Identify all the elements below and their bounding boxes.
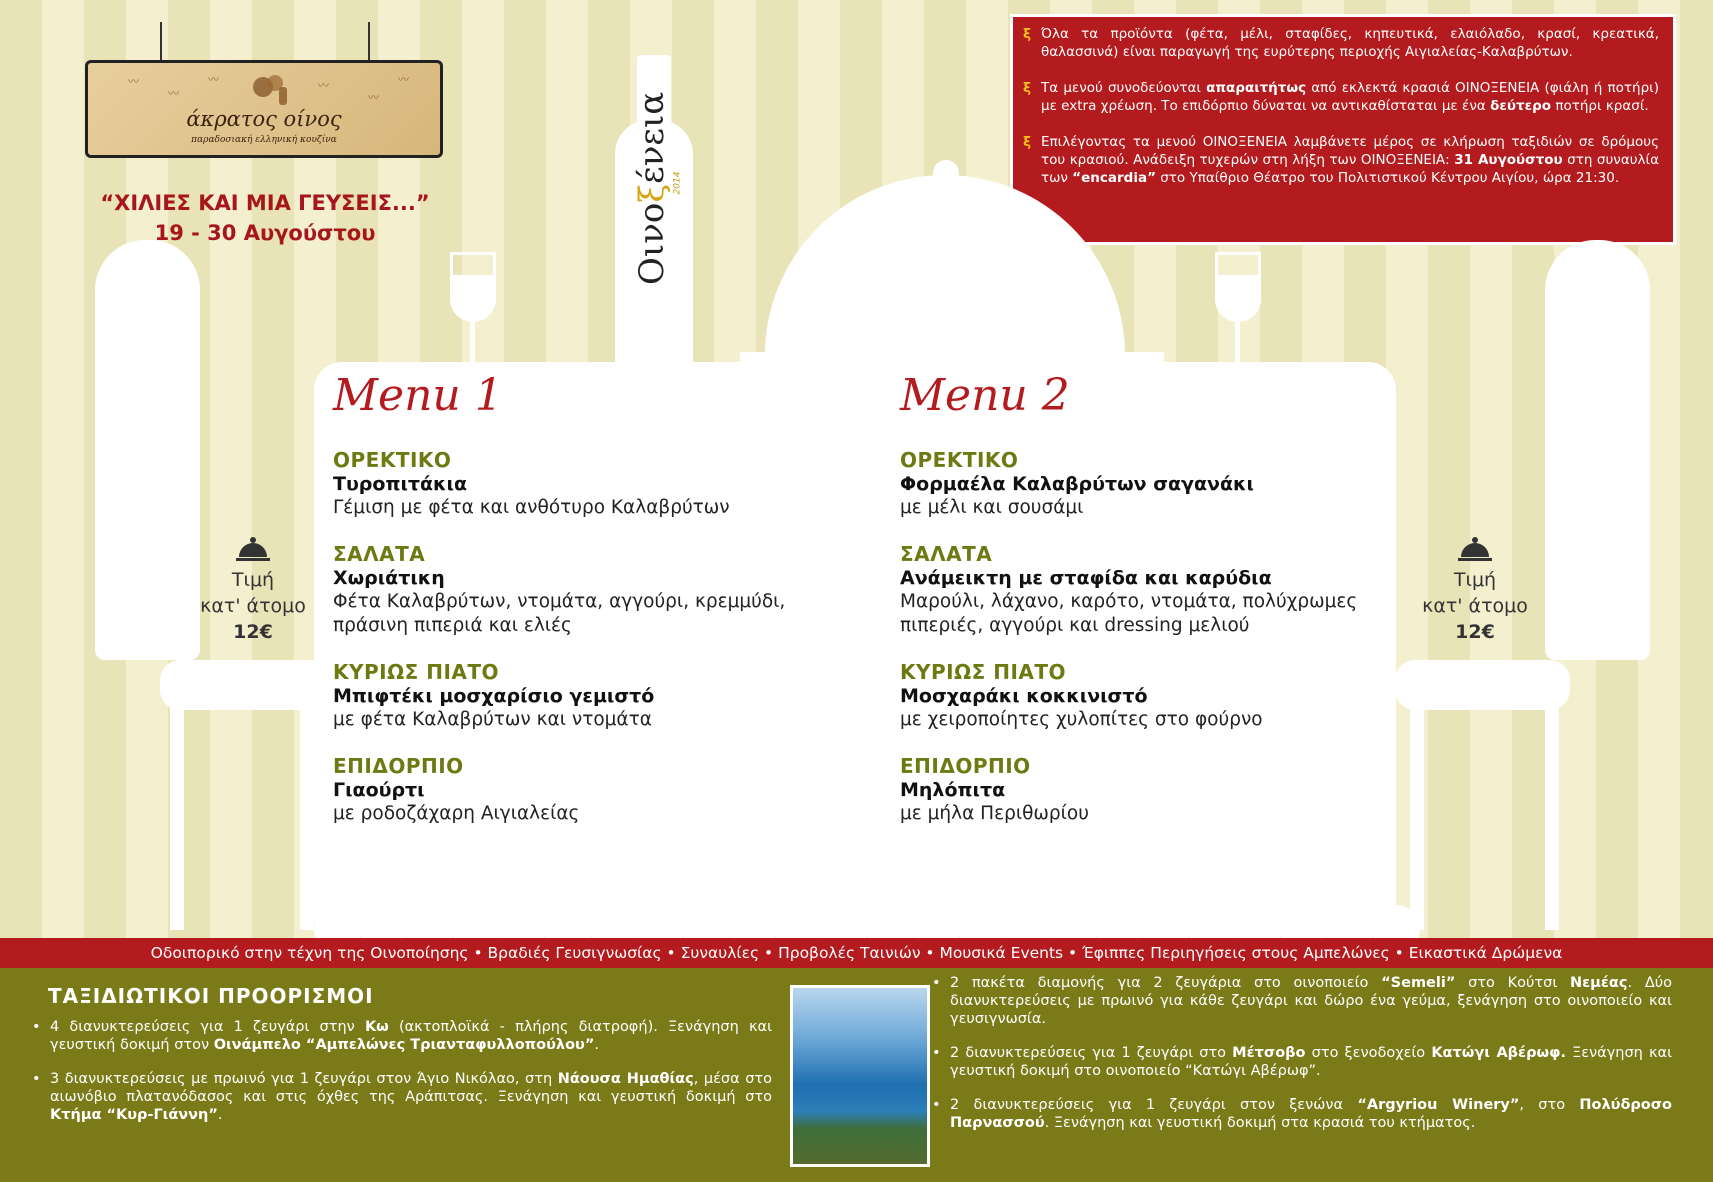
event-title-block xyxy=(60,188,470,248)
menu-section xyxy=(900,542,1370,638)
menu-dish: Μοσχαράκι κοκκινιστό xyxy=(900,685,1148,707)
menu-section xyxy=(900,448,1370,520)
destination-highlight: Οινάμπελο “Αμπελώνες Τριανταφυλλοπούλου” xyxy=(213,1037,595,1053)
menu-2 xyxy=(900,370,1370,848)
destination-text: . xyxy=(217,1107,223,1123)
menu-section xyxy=(333,660,833,732)
menu-category: ΕΠΙΔΟΡΠΙΟ xyxy=(900,754,1031,778)
menu-dish: Μπιφτέκι μοσχαρίσιο γεμιστό xyxy=(333,685,655,707)
chair-leg xyxy=(1410,700,1424,930)
price-left xyxy=(183,535,323,645)
restaurant-logo-sign xyxy=(85,60,443,158)
menu-category: ΟΡΕΚΤΙΚΟ xyxy=(900,448,1019,472)
sign-rope-right xyxy=(368,22,370,62)
destination-text: . Ξενάγηση και γευστική δοκιμή στα κρασιά του κτήματος. xyxy=(1044,1115,1476,1131)
destinations-list-right xyxy=(932,974,1672,1148)
destination-highlight: “Argyriou Winery” xyxy=(1357,1097,1520,1113)
wine-glass-fill xyxy=(1218,275,1258,320)
info-text: Όλα τα προϊόντα (φέτα, μέλι, σταφίδες, κηπευτικά, ελαιόλαδο, κρασί, κρεατικά, θαλασσινά) είναι παραγωγή της ευρύτερης περιοχής Αιγιαλείας-Καλαβρύτων. xyxy=(1041,26,1659,60)
menu-section xyxy=(333,754,833,826)
menu-description: Μαρούλι, λάχανο, καρότο, ντομάτα, πολύχρωμες πιπεριές, αγγούρι και dressing μελιού xyxy=(900,591,1358,636)
bird-icon: 〰 xyxy=(318,79,329,92)
info-paragraph-1 xyxy=(1023,25,1659,61)
info-bold: “encardia” xyxy=(1072,170,1156,186)
chair-leg xyxy=(300,700,314,930)
bird-icon: 〰 xyxy=(168,87,179,100)
menu-dish: Ανάμεικτη με σταφίδα και καρύδια xyxy=(900,567,1272,589)
price-label: Τιμή xyxy=(1453,569,1497,591)
menu-dish: Μηλόπιτα xyxy=(900,779,1006,801)
info-paragraph-3 xyxy=(1023,133,1659,187)
menu-1 xyxy=(333,370,833,848)
destination-item xyxy=(932,974,1672,1028)
glass-stem xyxy=(470,320,475,365)
bullet-icon: ξ xyxy=(1023,80,1031,96)
destination-text: στο ξενοδοχείο xyxy=(1305,1045,1432,1061)
menu-description: με χειροποίητες χυλοπίτες στο φούρνο xyxy=(900,709,1263,730)
info-text: από εκλεκτά κρασιά ΟΙΝΟΞΕΝΕΙΑ (φιάλη ή ποτήρι) με extra χρέωση. Το επιδόρπιο δύναται να αντικαθίσταται με ένα xyxy=(1041,80,1660,114)
info-text: στη συναυλία των xyxy=(1041,152,1659,186)
wine-glass-fill xyxy=(453,275,493,320)
menu-description: με ροδοζάχαρη Αιγιαλείας xyxy=(333,803,580,824)
info-text: ποτήρι κρασί. xyxy=(1551,98,1649,114)
destination-text: . xyxy=(594,1037,599,1053)
price-right xyxy=(1405,535,1545,645)
destination-item xyxy=(932,1096,1672,1132)
cloche-icon xyxy=(233,535,273,563)
price-label: κατ' άτομο xyxy=(1422,595,1528,617)
destination-text: 2 διανυκτερεύσεις για 1 ζευγάρι στο xyxy=(950,1045,1233,1061)
price-label: κατ' άτομο xyxy=(200,595,306,617)
event-title: “ΧΙΛΙΕΣ ΚΑΙ ΜΙΑ ΓΕΥΣΕΙΣ...” xyxy=(100,191,430,215)
destination-text: 3 διανυκτερεύσεις με πρωινό για 1 ζευγάρι στον Άγιο Νικόλαο, στη xyxy=(50,1071,558,1087)
info-bold: 31 Αυγούστου xyxy=(1454,152,1563,168)
destinations-list-left xyxy=(32,1018,772,1140)
destination-text: . Δύο διανυκτερεύσεις με πρωινό για κάθε ζευγάρι και δώρο ένα γεύμα, ξενάγηση στο οινοποιείο και γευσιγνωσία. xyxy=(950,975,1673,1027)
chair-leg xyxy=(170,700,184,930)
menu-category: ΕΠΙΔΟΡΠΙΟ xyxy=(333,754,464,778)
destination-text: , μέσα στο αιωνόβιο πλατανόδασος και στις όχθες της Αράπιτσας. Ξενάγηση και γευστική δοκιμή στο xyxy=(50,1071,772,1105)
menu-category: ΣΑΛΑΤΑ xyxy=(333,542,426,566)
destination-text: στο Κούτσι xyxy=(1455,975,1570,991)
menu-section xyxy=(333,542,833,638)
menu-dish: Φορμαέλα Καλαβρύτων σαγανάκι xyxy=(900,473,1254,495)
brand-text: ένεια xyxy=(632,91,672,184)
destination-text: 2 πακέτα διαμονής για 2 ζευγάρια στο οινοποιείο xyxy=(950,975,1382,991)
bottle-year: 2014 xyxy=(672,171,683,195)
info-bold: απαραιτήτως xyxy=(1206,80,1307,96)
menu-description: Φέτα Καλαβρύτων, ντομάτα, αγγούρι, κρεμμύδι, πράσινη πιπεριά και ελιές xyxy=(333,591,786,636)
logo-title: άκρατος οίνος xyxy=(186,107,342,131)
destination-text: 2 διανυκτερεύσεις για 1 ζευγάρι στον ξενώνα xyxy=(950,1097,1358,1113)
menu-category: ΚΥΡΙΩΣ ΠΙΑΤΟ xyxy=(333,660,500,684)
destinations-title: ΤΑΞΙΔΙΩΤΙΚΟΙ ΠΡΟΟΡΙΣΜΟΙ xyxy=(48,984,374,1008)
destination-highlight: Πολύδροσο Παρνασσού xyxy=(950,1097,1672,1131)
bird-icon: 〰 xyxy=(128,75,139,88)
glass-stem xyxy=(1235,320,1240,365)
menu-description: με μήλα Περιθωρίου xyxy=(900,803,1089,824)
activities-strip: Οδοιπορικό στην τέχνη της Οινοποίησης • Βραδιές Γευσιγνωσίας • Συναυλίες • Προβολές Ταινιών • Μουσικά Events • Έφιππες Περιηγήσεις στους Αμπελώνες • Εικαστικά Δρώμενα xyxy=(0,938,1713,968)
bird-icon: 〰 xyxy=(208,73,219,86)
destination-highlight: Νεμέας xyxy=(1569,975,1628,991)
menu-description: με φέτα Καλαβρύτων και ντομάτα xyxy=(333,709,652,730)
menu-section xyxy=(900,660,1370,732)
menu-category: ΟΡΕΚΤΙΚΟ xyxy=(333,448,452,472)
grape-leaf-icon xyxy=(243,69,293,109)
brand-x: ξ xyxy=(632,183,672,203)
cloche-icon xyxy=(1455,535,1495,563)
destination-highlight: Κτήμα “Κυρ-Γιάννη” xyxy=(50,1107,218,1123)
menu-1-heading: Menu 1 xyxy=(333,370,503,421)
destination-highlight: Νάουσα Ημαθίας xyxy=(557,1071,694,1087)
bullet-icon: ξ xyxy=(1023,26,1031,42)
chair-leg xyxy=(1545,700,1559,930)
destination-highlight: Μέτσοβο xyxy=(1232,1045,1306,1061)
destination-highlight: “Semeli” xyxy=(1381,975,1456,991)
menu-description: Γέμιση με φέτα και ανθότυρο Καλαβρύτων xyxy=(333,497,730,518)
menu-dish: Γιαούρτι xyxy=(333,779,425,801)
destination-item xyxy=(32,1070,772,1124)
brand-text: Οινο xyxy=(632,202,672,285)
chair-back-right xyxy=(1545,240,1650,660)
island-photo xyxy=(790,985,930,1167)
bullet-icon: ξ xyxy=(1023,134,1031,150)
info-text: Επιλέγοντας τα μενού ΟΙΝΟΞΕΝΕΙΑ λαμβάνετε μέρος σε κλήρωση ταξιδιών σε δρόμους του κρασιού. Ανάδειξη τυχερών στη λήξη των ΟΙΝΟΞΕΝΕΙΑ: xyxy=(1041,134,1659,168)
destination-item xyxy=(32,1018,772,1054)
destination-text: , στο xyxy=(1519,1097,1580,1113)
event-dates: 19 - 30 Αυγούστου xyxy=(154,221,376,245)
destination-highlight: Κω xyxy=(364,1019,389,1035)
bird-icon: 〰 xyxy=(398,73,409,86)
menu-section xyxy=(900,754,1370,826)
menu-description: με μέλι και σουσάμι xyxy=(900,497,1084,518)
bottle-brand xyxy=(632,91,672,285)
destination-highlight: Κατώγι Αβέρωφ. xyxy=(1431,1045,1566,1061)
price-label: Τιμή xyxy=(231,569,275,591)
menu-section xyxy=(333,448,833,520)
destination-text: (ακτοπλοϊκά - πλήρης διατροφή). Ξενάγηση και γευστική δοκιμή στον xyxy=(50,1019,772,1053)
destination-text: Ξενάγηση και γευστική δοκιμή στο οινοποιείο “Κατώγι Αβέρωφ”. xyxy=(950,1045,1673,1079)
destination-text: 4 διανυκτερεύσεις για 1 ζευγάρι στην xyxy=(50,1019,365,1035)
menu-dish: Τυροπιτάκια xyxy=(333,473,468,495)
info-box xyxy=(1010,14,1676,245)
info-text: Τα μενού συνοδεύονται xyxy=(1041,80,1207,96)
info-text: στο Υπαίθριο Θέατρο του Πολιτιστικού Κέντρου Αιγίου, ώρα 21:30. xyxy=(1155,170,1620,186)
menu-category: ΣΑΛΑΤΑ xyxy=(900,542,993,566)
sign-rope-left xyxy=(160,22,162,62)
info-bold: δεύτερο xyxy=(1490,98,1552,114)
logo-subtitle: παραδοσιακή ελληνική κουζίνα xyxy=(191,135,337,145)
price-value: 12€ xyxy=(1455,621,1495,643)
price-value: 12€ xyxy=(233,621,273,643)
menu-category: ΚΥΡΙΩΣ ΠΙΑΤΟ xyxy=(900,660,1067,684)
menu-2-heading: Menu 2 xyxy=(900,370,1070,421)
bird-icon: 〰 xyxy=(368,91,379,104)
menu-dish: Χωριάτικη xyxy=(333,567,445,589)
destination-item xyxy=(932,1044,1672,1080)
info-paragraph-2 xyxy=(1023,79,1660,115)
